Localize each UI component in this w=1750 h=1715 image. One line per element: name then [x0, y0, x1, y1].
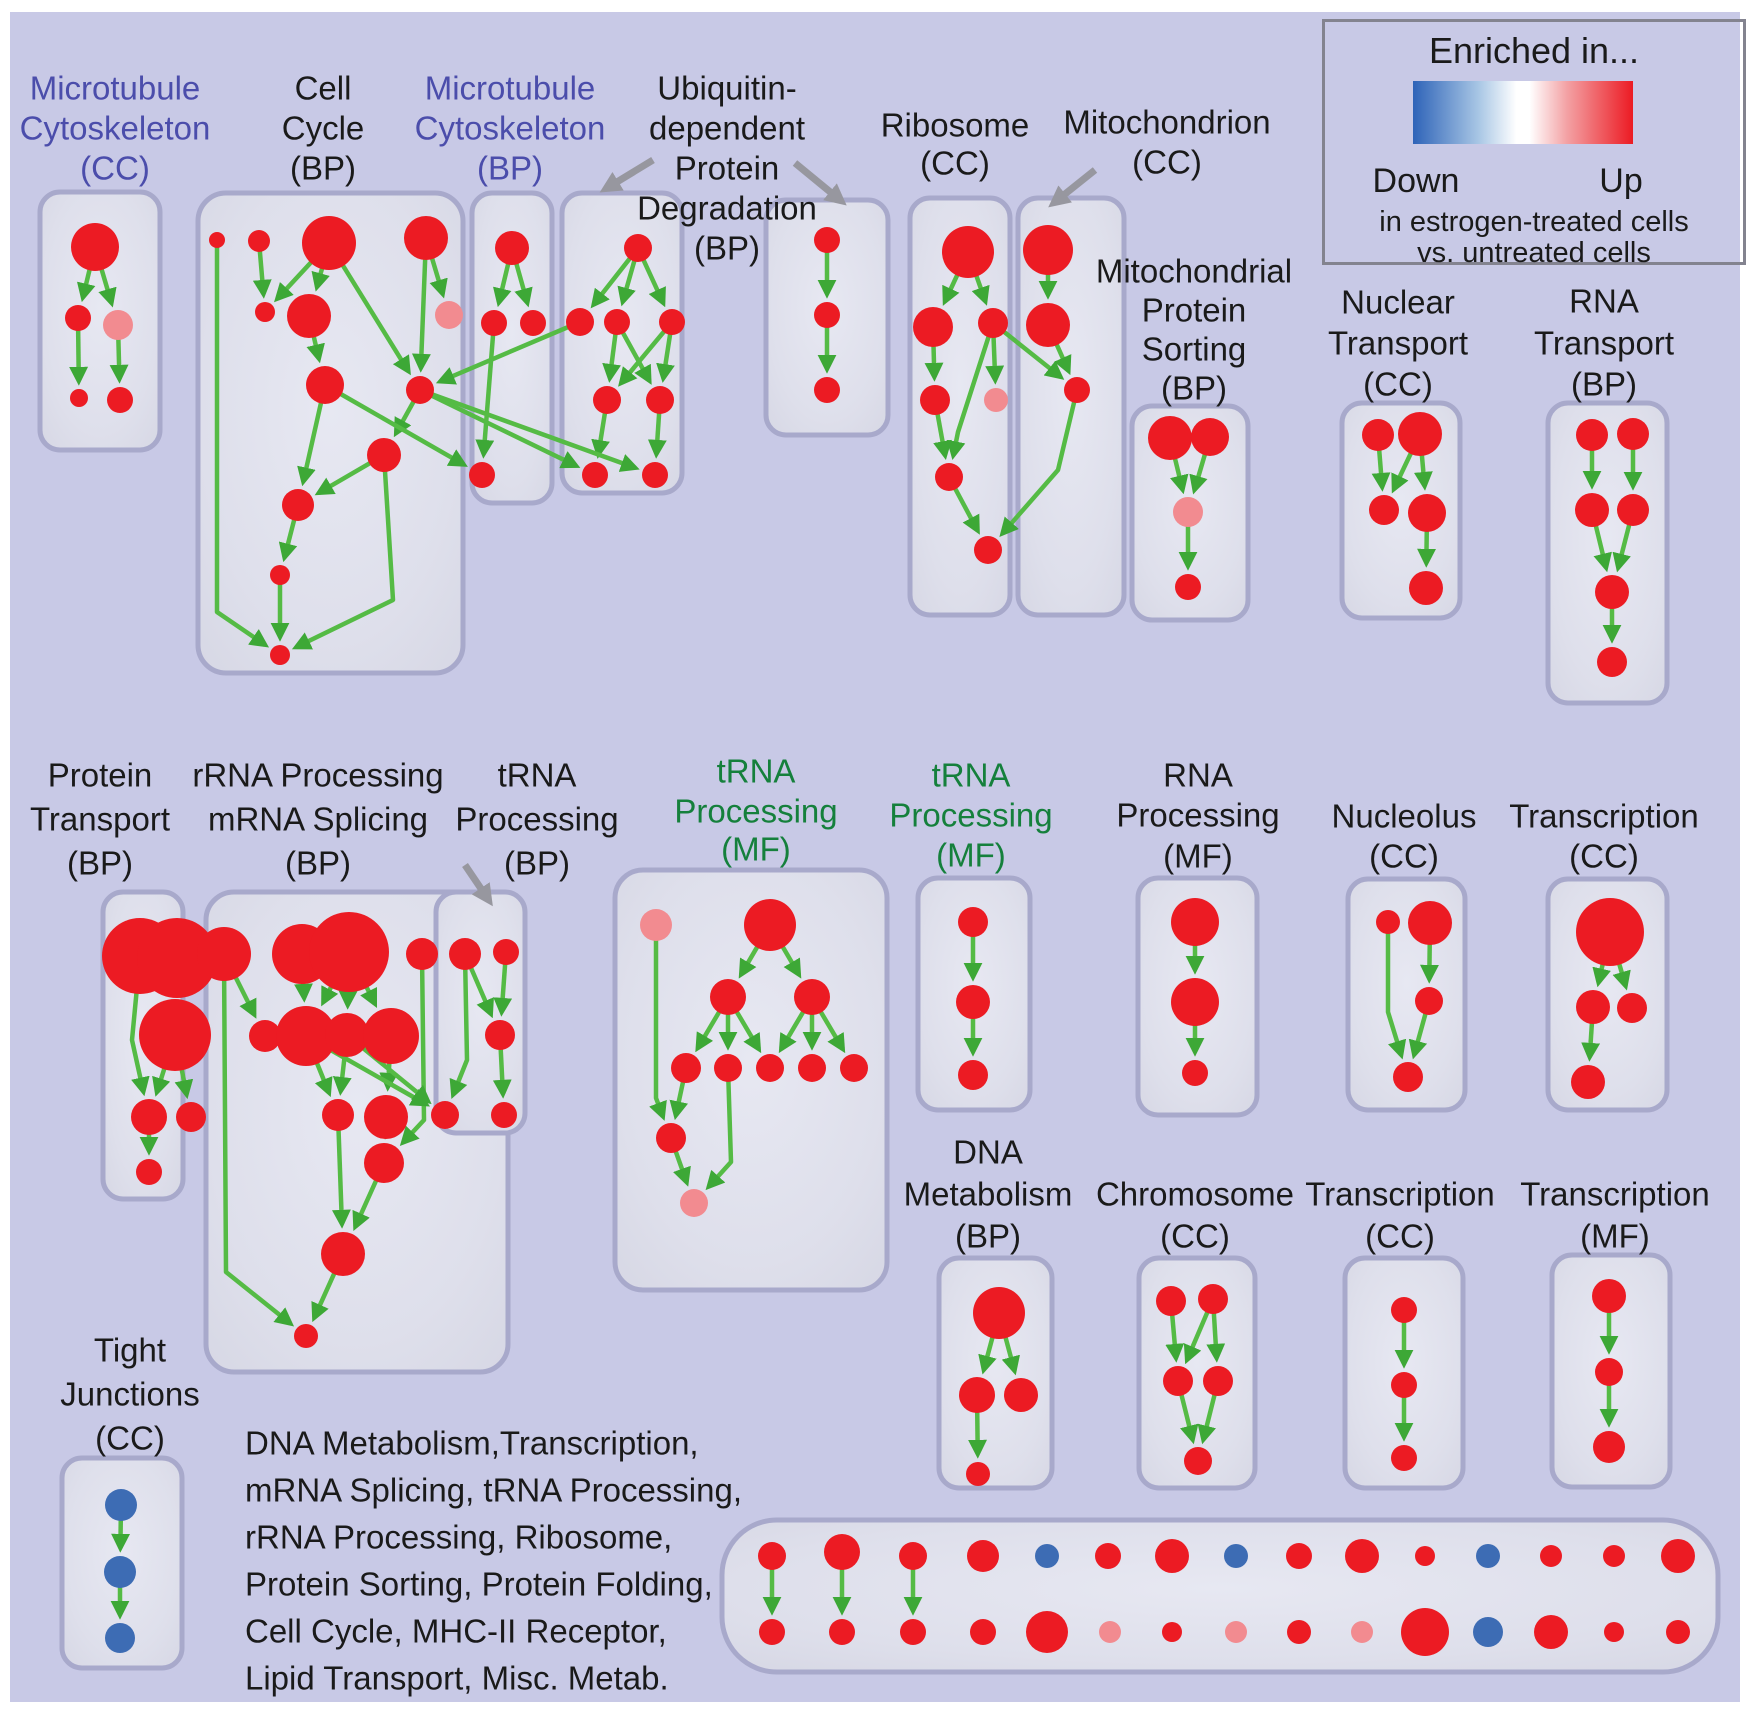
node-T5	[1184, 1447, 1212, 1475]
node-L9	[322, 1099, 354, 1131]
cluster-label-cell_cycle-line2: (BP)	[290, 149, 356, 187]
node-K4	[131, 1099, 167, 1135]
node-U1	[1391, 1297, 1417, 1323]
cluster-label-rna_proc_mf-line2: (MF)	[1163, 837, 1233, 875]
cluster-box-trna_bp	[436, 892, 525, 1133]
cluster-label-ubiq_deg_1-line3: Degradation	[637, 189, 817, 227]
node-Q2	[1408, 901, 1452, 945]
legend-box	[1322, 19, 1746, 269]
legend-subtitle-line1: in estrogen-treated cells	[1379, 206, 1689, 238]
node-Bp	[435, 301, 463, 329]
cluster-label-trna_bp-line1: Processing	[455, 800, 619, 838]
node-Q3	[1415, 987, 1443, 1015]
node-J5	[1595, 575, 1629, 609]
node-H3	[1173, 497, 1203, 527]
node-Xd1	[967, 1540, 999, 1572]
node-D5	[593, 386, 621, 414]
node-B12	[270, 645, 290, 665]
node-Xn1	[1603, 1545, 1625, 1567]
node-A5	[107, 387, 133, 413]
node-B5	[255, 302, 275, 322]
node-N11	[680, 1189, 708, 1217]
node-B3	[302, 216, 356, 270]
node-J4	[1617, 494, 1649, 526]
cluster-label-trna_bp-line0: tRNA	[497, 756, 577, 794]
node-A1	[71, 223, 119, 271]
node-R4	[1571, 1065, 1605, 1099]
node-D6	[646, 386, 674, 414]
caption-line-4: Cell Cycle, MHC-II Receptor,	[245, 1612, 667, 1650]
node-G1	[1023, 225, 1073, 275]
cluster-label-rrna_mrna-line0: rRNA Processing	[192, 756, 444, 794]
cluster-label-ubiq_deg_1-line1: dependent	[649, 109, 805, 147]
node-F1	[942, 226, 994, 278]
node-H4	[1175, 574, 1201, 600]
node-O3	[958, 1060, 988, 1090]
node-Xb2	[829, 1619, 855, 1645]
node-W2	[104, 1556, 136, 1588]
caption-line-0: DNA Metabolism,Transcription,	[245, 1424, 699, 1462]
node-Xg2	[1162, 1622, 1182, 1642]
node-Xk1	[1415, 1546, 1435, 1566]
node-Xi2	[1287, 1620, 1311, 1644]
cluster-label-rrna_mrna-line1: mRNA Splicing	[207, 800, 429, 838]
cluster-label-micro_cc-line1: Cytoskeleton	[19, 109, 211, 147]
node-D7	[582, 462, 608, 488]
cluster-label-trna_mf_sm-line0: tRNA	[931, 756, 1011, 794]
cluster-label-nucleolus-line1: (CC)	[1369, 837, 1439, 875]
node-M4	[431, 1101, 459, 1129]
node-A4	[70, 389, 88, 407]
node-I4	[1408, 494, 1446, 532]
node-S4	[966, 1462, 990, 1486]
cluster-box-misc	[722, 1520, 1718, 1672]
node-Xl1	[1476, 1544, 1500, 1568]
cluster-label-chromosome-line1: (CC)	[1160, 1217, 1230, 1255]
cluster-label-mito_sorting-line3: (BP)	[1161, 369, 1227, 407]
node-B8	[406, 376, 434, 404]
node-N9	[840, 1054, 868, 1082]
node-Xn2	[1604, 1622, 1624, 1642]
node-B4	[404, 216, 448, 260]
cluster-label-micro_bp-line0: Microtubule	[424, 69, 596, 107]
node-Xe1	[1035, 1544, 1059, 1568]
cluster-label-protein_transport-line0: Protein	[47, 756, 153, 794]
node-S1	[973, 1287, 1025, 1339]
node-L1	[197, 927, 251, 981]
cluster-label-mito_sorting-line1: Protein	[1141, 291, 1247, 329]
node-N6	[714, 1054, 742, 1082]
node-U3	[1391, 1445, 1417, 1471]
cluster-label-tight_junctions-line0: Tight	[93, 1331, 167, 1369]
node-T1	[1156, 1286, 1186, 1316]
cluster-label-mitochondrion-line0: Mitochondrion	[1063, 103, 1271, 141]
node-F2	[913, 307, 953, 347]
legend-down-label: Down	[1372, 162, 1460, 200]
cluster-label-tight_junctions-line1: Junctions	[60, 1375, 200, 1413]
node-Xg1	[1155, 1539, 1189, 1573]
node-S2	[959, 1377, 995, 1413]
cluster-label-mito_sorting-line0: Mitochondrial	[1095, 252, 1293, 290]
node-N1	[640, 909, 672, 941]
node-N4	[794, 979, 830, 1015]
node-V1	[1592, 1279, 1626, 1313]
node-T3	[1163, 1366, 1193, 1396]
node-N10	[656, 1123, 686, 1153]
node-W3	[105, 1623, 135, 1653]
cluster-label-rrna_mrna-line2: (BP)	[285, 844, 351, 882]
node-B11	[270, 565, 290, 585]
cluster-label-micro_cc-line0: Microtubule	[29, 69, 201, 107]
node-F4	[920, 385, 950, 415]
cluster-label-trna_mf_sm-line2: (MF)	[936, 836, 1006, 874]
node-J6	[1597, 647, 1627, 677]
cluster-label-cell_cycle-line0: Cell	[294, 69, 352, 107]
node-J2	[1617, 418, 1649, 450]
node-O2	[956, 985, 990, 1019]
node-Xc1	[899, 1542, 927, 1570]
node-Xm1	[1540, 1545, 1562, 1567]
node-D4	[659, 309, 685, 335]
node-R2	[1576, 990, 1610, 1024]
cluster-label-trna_bp-line2: (BP)	[504, 844, 570, 882]
cluster-label-trna_mf_sm-line1: Processing	[889, 796, 1053, 834]
node-L3	[309, 912, 389, 992]
node-B2	[248, 230, 270, 252]
node-R1	[1576, 898, 1644, 966]
node-F5	[984, 388, 1008, 412]
node-L7	[325, 1013, 369, 1057]
node-F3	[978, 308, 1008, 338]
node-N3	[710, 979, 746, 1015]
cluster-label-mitochondrion-line1: (CC)	[1132, 143, 1202, 181]
node-P2	[1171, 978, 1219, 1026]
node-W1	[105, 1489, 137, 1521]
node-I2	[1398, 412, 1442, 456]
node-L12	[321, 1232, 365, 1276]
node-U2	[1391, 1372, 1417, 1398]
node-L11	[364, 1143, 404, 1183]
legend-subtitle-line2: vs. untreated cells	[1417, 237, 1651, 269]
cluster-label-rna_proc_mf-line0: RNA	[1163, 756, 1233, 794]
cluster-label-micro_bp-line2: (BP)	[477, 149, 543, 187]
node-Q4	[1393, 1062, 1423, 1092]
node-Xa2	[759, 1619, 785, 1645]
node-Xh1	[1224, 1544, 1248, 1568]
node-Xf1	[1095, 1543, 1121, 1569]
caption-line-5: Lipid Transport, Misc. Metab.	[245, 1659, 669, 1697]
node-Xc2	[900, 1619, 926, 1645]
cluster-label-nuclear_transport-line2: (CC)	[1363, 365, 1433, 403]
cluster-label-transcription_mf-line1: (MF)	[1580, 1217, 1650, 1255]
node-F7	[974, 536, 1002, 564]
node-A3	[103, 310, 133, 340]
cluster-label-ribosome-line0: Ribosome	[880, 106, 1030, 144]
cluster-label-trna_mf_lg-line0: tRNA	[716, 752, 796, 790]
node-I3	[1369, 495, 1399, 525]
node-A2	[65, 305, 91, 331]
node-Xh2	[1225, 1621, 1247, 1643]
cluster-label-ubiq_deg_1-line2: Protein	[674, 149, 780, 187]
cluster-label-micro_bp-line1: Cytoskeleton	[414, 109, 606, 147]
node-T2	[1198, 1284, 1228, 1314]
node-D1	[624, 234, 652, 262]
cluster-label-tight_junctions-line2: (CC)	[95, 1419, 165, 1457]
node-L13	[294, 1324, 318, 1348]
node-Xo2	[1666, 1620, 1690, 1644]
cluster-label-transcription_cc_top-line1: (CC)	[1569, 837, 1639, 875]
cluster-label-protein_transport-line2: (BP)	[67, 844, 133, 882]
node-H1	[1148, 416, 1192, 460]
node-B1	[209, 232, 225, 248]
cluster-label-transcription_cc_bot-line0: Transcription	[1305, 1175, 1495, 1213]
node-I5	[1409, 571, 1443, 605]
cluster-label-ribosome-line1: (CC)	[920, 144, 990, 182]
node-N7	[756, 1054, 784, 1082]
node-T4	[1203, 1366, 1233, 1396]
cluster-label-transcription_mf-line0: Transcription	[1520, 1175, 1710, 1213]
node-L4	[406, 938, 438, 970]
node-O1	[958, 907, 988, 937]
cluster-label-dna_metab-line0: DNA	[953, 1133, 1023, 1171]
node-K6	[136, 1159, 162, 1185]
caption-line-2: rRNA Processing, Ribosome,	[245, 1518, 673, 1556]
node-G2	[1026, 303, 1070, 347]
cluster-label-rna_proc_mf-line1: Processing	[1116, 796, 1280, 834]
node-H2	[1191, 418, 1229, 456]
node-D8	[642, 462, 668, 488]
node-L10	[364, 1095, 408, 1139]
cluster-label-chromosome-line0: Chromosome	[1095, 1175, 1295, 1213]
legend-gradient-bar	[1413, 81, 1633, 144]
node-K5	[176, 1102, 206, 1132]
node-D3	[604, 309, 630, 335]
node-Xa1	[758, 1542, 786, 1570]
node-Xo1	[1661, 1539, 1695, 1573]
node-J3	[1575, 493, 1609, 527]
cluster-label-rna_transport-line0: RNA	[1569, 282, 1639, 320]
node-S3	[1004, 1378, 1038, 1412]
node-C3	[520, 310, 546, 336]
node-J1	[1576, 419, 1608, 451]
cluster-label-transcription_cc_top-line0: Transcription	[1509, 797, 1699, 835]
node-M3	[485, 1020, 515, 1050]
cluster-label-micro_cc-line2: (CC)	[80, 149, 150, 187]
node-B6	[287, 294, 331, 338]
node-N5	[671, 1053, 701, 1083]
node-Xl2	[1473, 1617, 1503, 1647]
cluster-label-ubiq_deg_1-line4: (BP)	[694, 229, 760, 267]
cluster-label-cell_cycle-line1: Cycle	[281, 109, 365, 147]
cluster-label-transcription_cc_bot-line1: (CC)	[1365, 1217, 1435, 1255]
node-Xf2	[1099, 1621, 1121, 1643]
node-Xb1	[824, 1534, 860, 1570]
node-D2	[566, 308, 594, 336]
cluster-label-nuclear_transport-line1: Transport	[1328, 324, 1468, 362]
node-C4	[469, 462, 495, 488]
node-Xj1	[1345, 1539, 1379, 1573]
cluster-label-nuclear_transport-line0: Nuclear	[1341, 283, 1455, 321]
node-Xe2	[1026, 1611, 1068, 1653]
node-B10	[282, 489, 314, 521]
node-G3	[1064, 377, 1090, 403]
cluster-label-trna_mf_lg-line2: (MF)	[721, 830, 791, 868]
node-Xm2	[1534, 1615, 1568, 1649]
node-N2	[744, 899, 796, 951]
node-C2	[481, 310, 507, 336]
node-Xk2	[1401, 1608, 1449, 1656]
node-Xj2	[1351, 1621, 1373, 1643]
node-F6	[935, 463, 963, 491]
node-P3	[1182, 1060, 1208, 1086]
node-I1	[1362, 419, 1394, 451]
node-B7	[306, 366, 344, 404]
node-E2	[814, 302, 840, 328]
node-M2	[493, 939, 519, 965]
cluster-label-ubiq_deg_1-line0: Ubiquitin-	[657, 69, 797, 107]
node-Q1	[1376, 910, 1400, 934]
node-M5	[491, 1102, 517, 1128]
node-Xi1	[1286, 1543, 1312, 1569]
cluster-label-rna_transport-line2: (BP)	[1571, 365, 1637, 403]
node-M1	[449, 938, 481, 970]
cluster-label-protein_transport-line1: Transport	[30, 800, 170, 838]
node-E1	[814, 227, 840, 253]
cluster-label-rna_transport-line1: Transport	[1534, 324, 1674, 362]
cluster-label-trna_mf_lg-line1: Processing	[674, 792, 838, 830]
node-N8	[798, 1054, 826, 1082]
cluster-label-nucleolus-line0: Nucleolus	[1331, 797, 1477, 835]
node-L8	[363, 1008, 419, 1064]
node-P1	[1171, 898, 1219, 946]
legend-up-label: Up	[1599, 162, 1643, 200]
node-K3	[139, 999, 211, 1071]
node-C1	[495, 231, 529, 265]
caption-line-3: Protein Sorting, Protein Folding,	[245, 1565, 713, 1603]
node-R3	[1617, 993, 1647, 1023]
cluster-label-dna_metab-line1: Metabolism	[903, 1175, 1073, 1213]
cluster-label-mito_sorting-line2: Sorting	[1141, 330, 1247, 368]
node-V3	[1593, 1431, 1625, 1463]
node-B9	[367, 438, 401, 472]
node-Xd2	[970, 1619, 996, 1645]
node-V2	[1595, 1358, 1623, 1386]
node-E3	[814, 377, 840, 403]
caption-line-1: mRNA Splicing, tRNA Processing,	[245, 1471, 743, 1509]
legend-title: Enriched in...	[1428, 30, 1640, 71]
cluster-label-dna_metab-line2: (BP)	[955, 1217, 1021, 1255]
